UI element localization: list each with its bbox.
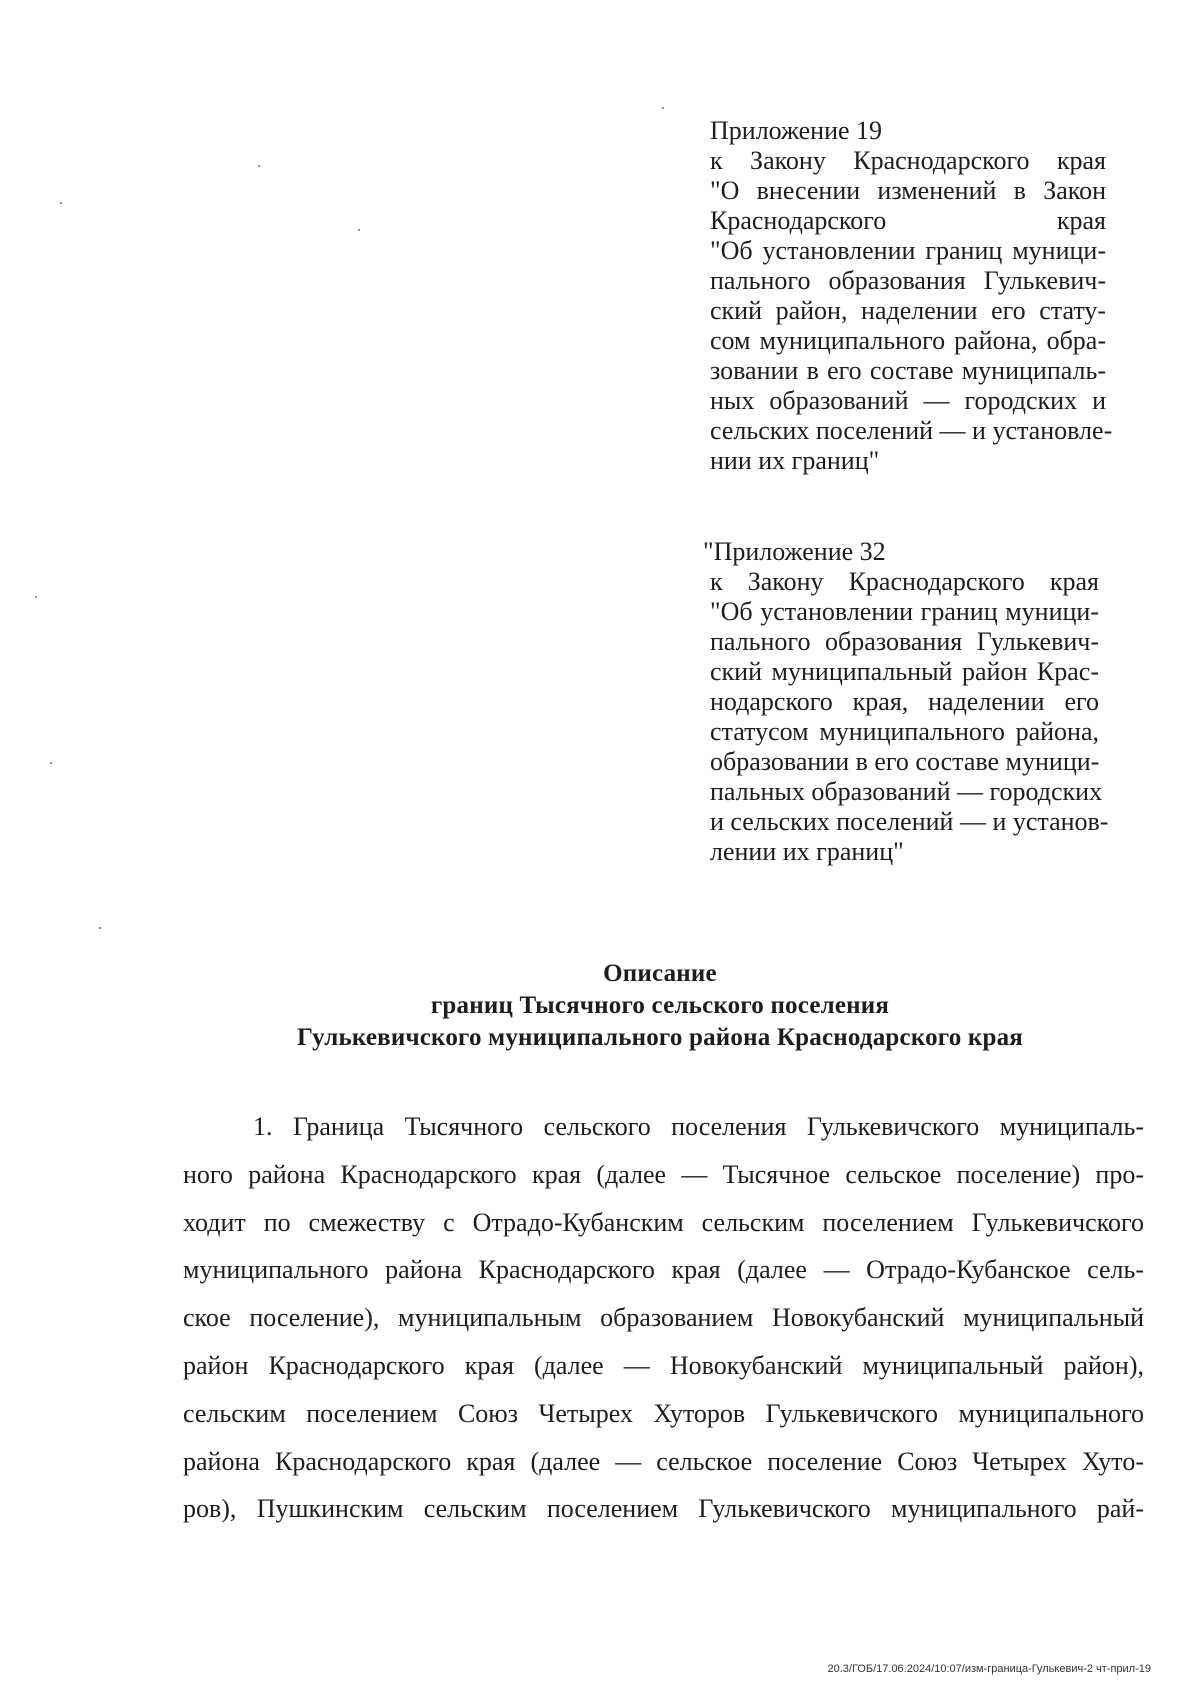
scan-speck [60,202,62,204]
appendix-line: к Закону Краснодарского края [710,567,1099,596]
appendix-header-original [703,537,1109,867]
appendix-header-current [710,116,1113,476]
body-line: ного района Краснодарского края (далее — Тысячное сельское поселение) про- [183,1159,1144,1189]
appendix-line: сом муниципального района, обра- [710,326,1106,355]
appendix-line: "О внесении изменений в Закон [710,176,1106,205]
appendix-line: нодарского края, наделении его [710,687,1099,716]
appendix-line: нии их границ" [710,446,880,475]
body-line: района Краснодарского края (далее — сельское поселение Союз Четырех Хуто- [183,1446,1144,1476]
title-line: границ Тысячного сельского поселения [430,992,890,1019]
appendix-line: "Об установлении границ муници- [710,597,1099,626]
body-line: район Краснодарского края (далее — Новокубанский муниципальный район), [183,1350,1144,1380]
body-paragraph [183,1103,1144,1533]
document-title [150,958,1170,1054]
title-line: Гулькевичского муниципального района Краснодарского края [296,1024,1024,1051]
appendix-line: пального образования Гулькевич- [710,266,1106,295]
body-line: ров), Пушкинским сельским поселением Гулькевичского муниципального рай- [183,1494,1144,1524]
appendix-line: сельских поселений — и установле- [710,416,1113,445]
appendix-line: лении их границ" [710,837,904,866]
appendix-line: ский муниципальный район Крас- [710,657,1099,686]
body-line: сельским поселением Союз Четырех Хуторов Гулькевичского муниципального [183,1398,1144,1428]
appendix-line: ский район, наделении его стату- [710,296,1106,325]
scan-speck [358,229,360,231]
appendix-line: "Об установлении границ муници- [710,236,1106,265]
scan-speck [258,165,260,167]
title-line: Описание [603,960,717,987]
footer-file-code: 20.3/ГОБ/17.06.2024/10:07/изм-граница-Гулькевич-2 чт-прил-19 [827,1663,1151,1675]
appendix-line: пального образования Гулькевич- [710,627,1099,656]
appendix-number: Приложение 19 [710,116,883,145]
appendix-line: зовании в его составе муниципаль- [710,356,1106,385]
body-line: ское поселение), муниципальным образованием Новокубанский муниципальный [183,1303,1144,1333]
scan-speck [662,107,664,109]
appendix-line: статусом муниципального района, [710,717,1099,746]
appendix-line: Краснодарского края [710,206,1106,235]
appendix-line: пальных образований — городских [710,777,1103,806]
scan-speck [99,927,101,929]
appendix-line: ных образований — городских и [710,386,1106,415]
scan-speck [35,596,37,598]
body-line: ходит по смежеству с Отрадо-Кубанским сельским поселением Гулькевичского [183,1207,1144,1237]
appendix-line: и сельских поселений — и установ- [710,807,1109,836]
appendix-line: к Закону Краснодарского края [710,146,1106,175]
appendix-number: "Приложение 32 [703,537,886,566]
scan-speck [50,762,52,764]
body-line: муниципального района Краснодарского края (далее — Отрадо-Кубанское сель- [183,1255,1144,1285]
body-line: 1. Граница Тысячного сельского поселения Гулькевичского муниципаль- [253,1112,1144,1141]
appendix-line: образовании в его составе муници- [710,747,1100,776]
